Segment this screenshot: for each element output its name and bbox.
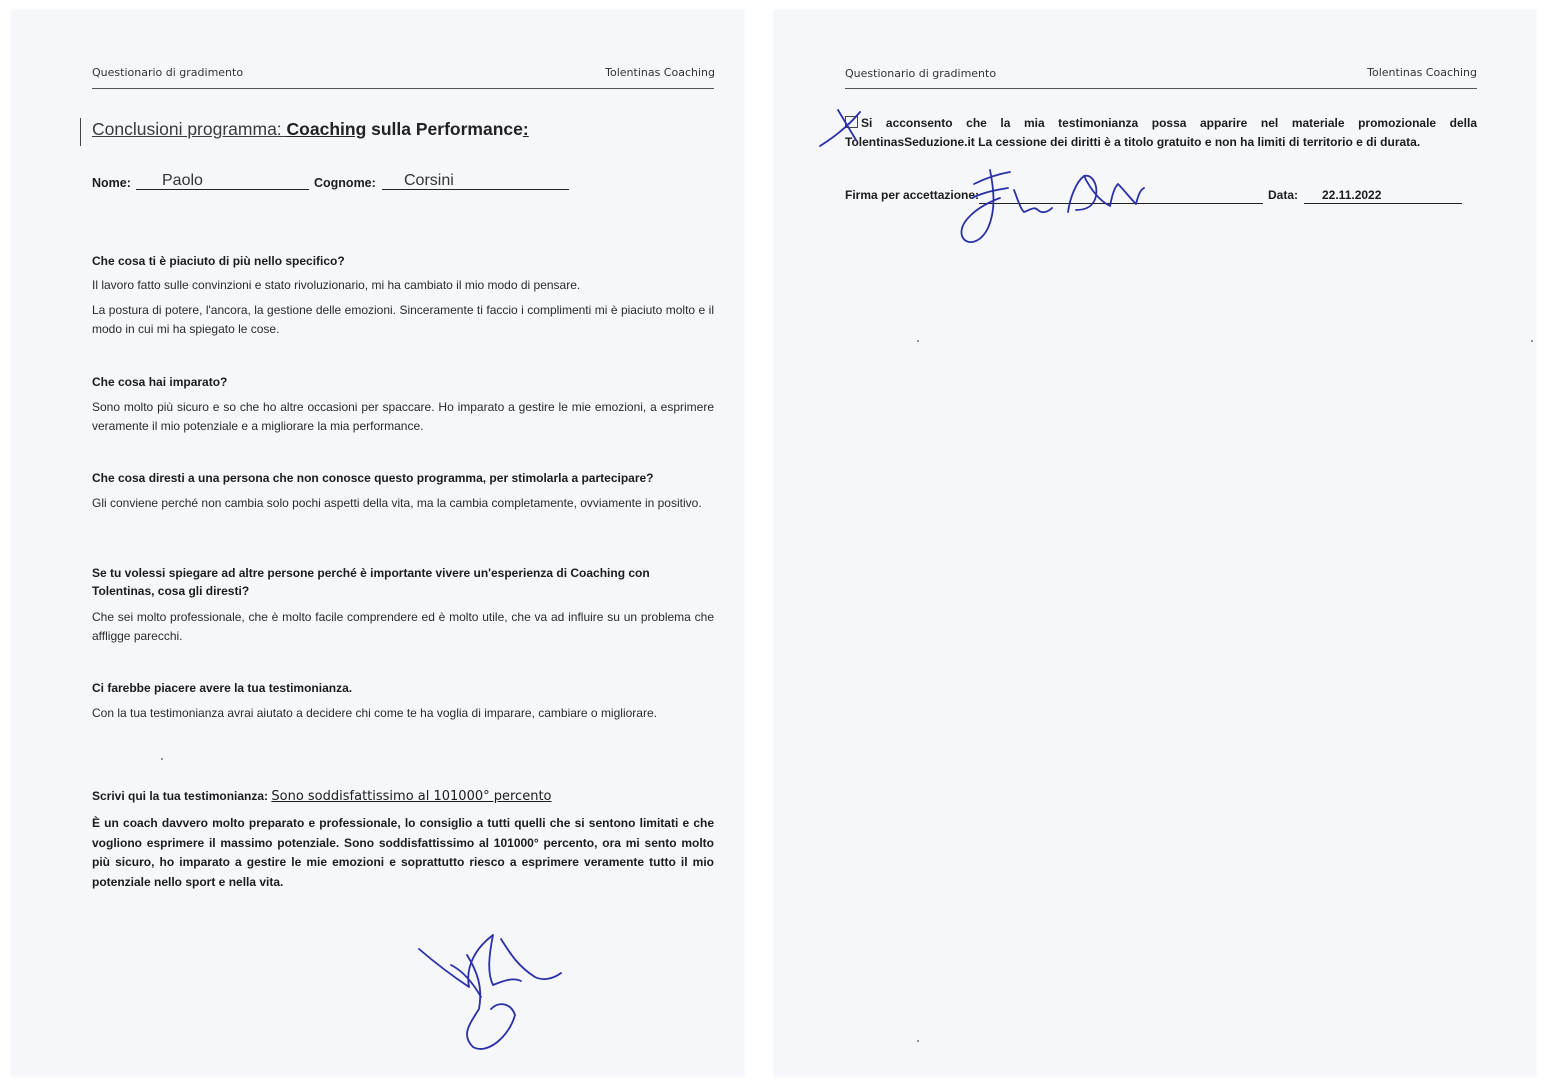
page-title (92, 119, 529, 140)
date-value: 22.11.2022 (1322, 188, 1382, 202)
header-left-page-2: Questionario di gradimento (845, 67, 997, 80)
signature-label: Firma per accettazione: (845, 188, 980, 202)
answer-5-paragraph-1: Con la tua testimonianza avrai aiutato a decidere chi come te ha voglia di imparare, cambiare o migliorare. (92, 706, 657, 720)
header-right-page-2: Tolentinas Coaching (1367, 66, 1477, 79)
handwritten-signature-2 (944, 140, 1184, 260)
header-right: Tolentinas Coaching (605, 66, 715, 79)
speck (917, 340, 919, 342)
question-4: Se tu volessi spiegare ad altre persone perché è importante vivere un'esperienza di Coaching con Tolentinas, cosa gli diresti? (92, 566, 650, 598)
answer-1 (92, 276, 714, 345)
speck (161, 758, 163, 760)
title-part-2: Coaching (286, 119, 367, 139)
testimony-prompt (92, 789, 552, 804)
answer-1-paragraph-1: Il lavoro fatto sulle convinzioni e stato rivoluzionario, mi ha cambiato il mio modo di pensare. (92, 278, 581, 292)
testimony-headline: Sono soddisfattissimo al 101000° percento (271, 789, 552, 804)
page-2 (774, 10, 1536, 1076)
title-part-1: Conclusioni programma: (92, 119, 287, 139)
question-1: Che cosa ti è piaciuto di più nello specifico? (92, 254, 345, 268)
answer-2 (92, 398, 714, 442)
title-part-3: sulla Performance (366, 119, 523, 139)
question-2: Che cosa hai imparato? (92, 375, 228, 389)
question-3: Che cosa diresti a una persona che non conosce questo programma, per stimolarla a partecipare? (92, 471, 654, 485)
answer-5 (92, 704, 714, 729)
nome-label: Nome: (92, 176, 131, 190)
answer-3 (92, 494, 714, 519)
testimony-label: Scrivi qui la tua testimonianza: (92, 789, 272, 803)
nome-value: Paolo (162, 172, 203, 189)
cognome-label: Cognome: (314, 176, 376, 190)
consent-text: Si acconsento che la mia testimonianza possa apparire nel materiale promozionale della TolentinasSeduzione.it La cessione dei diritti è a titolo gratuito e non ha limiti di territorio e di durata. (845, 116, 1477, 149)
header-rule (92, 88, 714, 89)
consent-check-mark (816, 106, 866, 152)
date-line (1304, 203, 1462, 204)
answer-3-paragraph-1: Gli conviene perché non cambia solo pochi aspetti della vita, ma la cambia completamente, ovviamente in positivo. (92, 496, 702, 510)
header-rule-page-2 (845, 88, 1477, 89)
cognome-value: Corsini (404, 172, 454, 189)
title-part-4: : (522, 119, 529, 139)
testimony-body: È un coach davvero molto preparato e professionale, lo consiglio a tutti quelli che si sentono limitati e che vogliono esprimere il massimo potenziale. Sono soddisfattissimo al 101000° percento, ora mi sento molto più sicuro, ho imparato a gestire le mie emozioni e soprattutto riesco a esprimere veramente tutto il mio potenziale nello sport e nella vita. (92, 816, 714, 889)
speck (1531, 340, 1533, 342)
header-left: Questionario di gradimento (92, 66, 244, 79)
speck (917, 1040, 919, 1042)
answer-1-paragraph-2: La postura di potere, l'ancora, la gestione delle emozioni. Sinceramente ti faccio i complimenti mi è piaciuto molto e il modo in cui mi ha spiegato le cose. (92, 303, 714, 336)
answer-4 (92, 608, 714, 652)
answer-4-paragraph-1: Che sei molto professionale, che è molto facile comprendere ed è molto utile, che va ad influire su un problema che affligge parecchi. (92, 610, 714, 643)
handwritten-signature-1 (411, 925, 561, 1055)
answer-2-paragraph-1: Sono molto più sicuro e so che ho altre occasioni per spaccare. Ho imparato a gestire le mie emozioni, a esprimere veramente il mio potenziale e a migliorare la mia performance. (92, 400, 714, 433)
date-label: Data: (1268, 188, 1299, 202)
page-1 (11, 10, 744, 1076)
text-cursor-mark (80, 118, 81, 146)
question-5: Ci farebbe piacere avere la tua testimonianza. (92, 681, 353, 695)
